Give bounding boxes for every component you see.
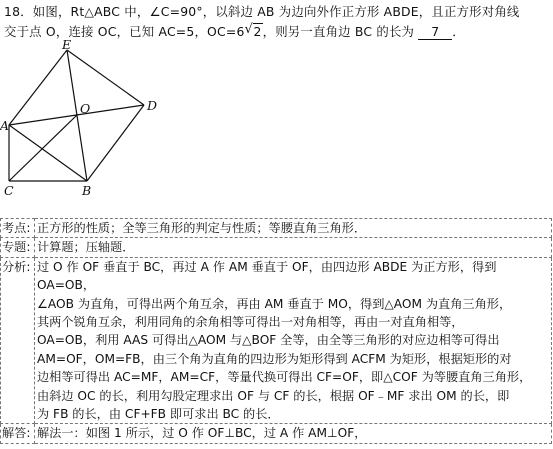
sqrt-expression bbox=[245, 22, 263, 42]
analysis-line: 为 FB 的长，由 CF+FB 即可求出 BC 的长． bbox=[37, 407, 280, 422]
label-O: O bbox=[80, 101, 91, 116]
row-knowledge-points bbox=[1, 219, 552, 238]
row-key: 考点: bbox=[1, 219, 35, 238]
problem-statement bbox=[4, 2, 549, 42]
label-E: E bbox=[62, 40, 72, 52]
analysis-line: 过 O 作 OF 垂直于 BC，再过 A 作 AM 垂直于 OF，由四边形 ABDE 为正方形，得到 OA=OB， bbox=[37, 259, 497, 293]
row-key: 分析: bbox=[1, 257, 35, 424]
answer-blank: 7 bbox=[418, 24, 452, 40]
analysis-line: 由斜边 OC 的长，利用勾股定理求出 OF 与 CF 的长，根据 OF﹣MF 求出 OM 的长，即 bbox=[37, 388, 510, 403]
segment-DB bbox=[87, 105, 144, 181]
problem-line-2 bbox=[4, 22, 549, 42]
segment-ED bbox=[67, 50, 144, 105]
analysis-line: OA=OB，利用 AAS 可得出△AOM 与△BOF 全等，由全等三角形的对应边相等可得出 bbox=[37, 333, 500, 348]
analysis-text bbox=[35, 257, 552, 424]
row-value: 计算题；压轴题． bbox=[35, 238, 552, 257]
analysis-line: 边相等可得出 AC=MF，AM=CF，等量代换可得出 CF=OF，即△COF 为等腰直角三角形， bbox=[37, 370, 532, 385]
row-topic bbox=[1, 238, 552, 257]
row-value: 解法一：如图 1 所示，过 O 作 OF⊥BC，过 A 作 AM⊥OF， bbox=[35, 424, 552, 443]
analysis-line: 其两个锐角互余，利用同角的余角相等可得出一对角相等，再由一对直角相等， bbox=[37, 315, 464, 330]
geometry-figure bbox=[0, 40, 170, 200]
solution-table bbox=[0, 218, 552, 444]
row-analysis bbox=[1, 257, 552, 424]
problem-line-2-middle: ，则另一直角边 BC 的长为 bbox=[262, 24, 415, 39]
radicand: 2 bbox=[253, 24, 262, 39]
problem-line-1: 18．如图，Rt△ABC 中，∠C=90°，以斜边 AB 为边向外作正方形 ABDE，且正方形对角线 bbox=[4, 4, 520, 19]
analysis-line: AM=OF，OM=FB，由三个角为直角的四边形为矩形得到 ACFM 为矩形，根据矩形的对 bbox=[37, 351, 512, 366]
analysis-line: ∠AOB 为直角，可得出两个角互余，再由 AM 垂直于 MO，得到△AOM 为直角三角形， bbox=[37, 296, 512, 311]
label-B: B bbox=[82, 183, 92, 198]
row-value: 正方形的性质；全等三角形的判定与性质；等腰直角三角形． bbox=[35, 219, 552, 238]
label-C: C bbox=[4, 183, 14, 198]
row-key: 解答: bbox=[1, 424, 35, 443]
problem-line-2-end: ． bbox=[452, 24, 465, 39]
segment-BA bbox=[9, 125, 87, 181]
segment-AE bbox=[9, 50, 67, 125]
segment-CO bbox=[9, 115, 77, 181]
figure-svg bbox=[0, 40, 170, 200]
row-solution bbox=[1, 424, 552, 443]
label-D: D bbox=[147, 98, 158, 113]
radical-sign: √ bbox=[244, 22, 254, 37]
row-key: 专题: bbox=[1, 238, 35, 257]
label-A: A bbox=[0, 118, 10, 133]
problem-line-2-start: 交于点 O，连接 OC，已知 AC=5，OC=6 bbox=[4, 24, 245, 39]
